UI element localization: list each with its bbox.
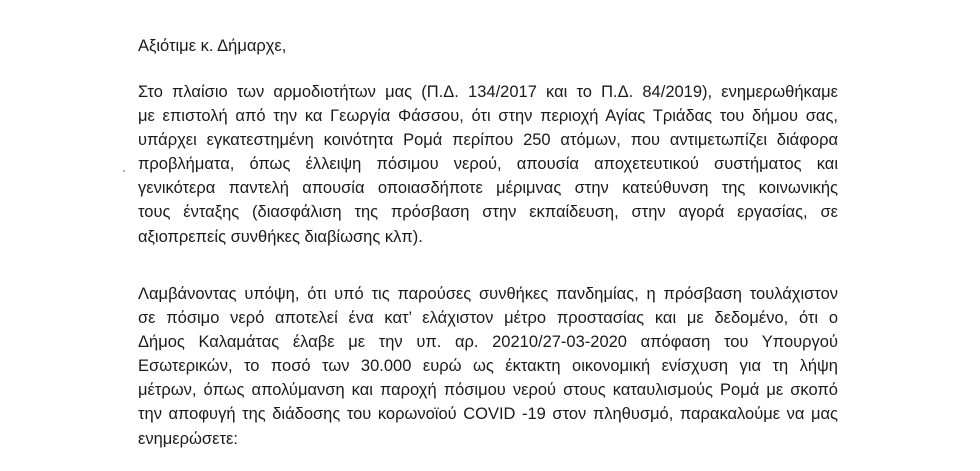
- scan-speck: [123, 170, 125, 172]
- paragraph-line: αξιοπρεπείς συνθήκες διαβίωσης κλπ).: [138, 227, 423, 246]
- paragraph-1: [138, 80, 838, 249]
- paragraph-line: την αποφυγή της διάδοσης του κορωνοϊού COVID -19 στον πληθυσμό, παρακαλούμε να μας: [138, 405, 838, 424]
- paragraph-line: υπάρχει εγκατεστημένη κοινότητα Ρομά περίπου 250 ατόμων, που αντιμετωπίζει διάφορα: [138, 131, 838, 150]
- paragraph-line: σε πόσιμο νερό αποτελεί ένα κατ’ ελάχιστον μέτρο προστασίας και με δεδομένο, ότι ο: [138, 309, 838, 328]
- paragraph-line: Δήμος Καλαμάτας έλαβε με την υπ. αρ. 20210/27-03-2020 απόφαση του Υπουργού: [138, 333, 838, 352]
- paragraph-line: τους ένταξης (διασφάλιση της πρόσβαση στην εκπαίδευση, στην αγορά εργασίας, σε: [138, 203, 838, 222]
- paragraph-line: με επιστολή από την κα Γεωργία Φάσσου, ότι στην περιοχή Αγίας Τριάδας του δήμου σας,: [138, 107, 838, 126]
- salutation: Αξιότιμε κ. Δήμαρχε,: [138, 37, 287, 55]
- paragraph-line: Λαμβάνοντας υπόψη, ότι υπό τις παρούσες συνθήκες πανδημίας, η πρόσβαση τουλάχιστον: [138, 285, 838, 303]
- paragraph-line: ενημερώσετε:: [138, 429, 238, 448]
- paragraph-line: μέτρων, όπως απολύμανση και παροχή πόσιμου νερού στους καταυλισμούς Ρομά με σκοπό: [138, 381, 838, 400]
- paragraph-line: προβλήματα, όπως έλλειψη πόσιμου νερού, απουσία αποχετευτικού συστήματος και: [138, 155, 838, 174]
- paragraph-line: Εσωτερικών, το ποσό των 30.000 ευρώ ως έκτακτη οικονομική ενίσχυση για τη λήψη: [138, 357, 838, 376]
- paragraph-line: Στο πλαίσιο των αρμοδιοτήτων μας (Π.Δ. 134/2017 και το Π.Δ. 84/2019), ενημερωθήκαμε: [138, 83, 838, 101]
- paragraph-2: [138, 282, 838, 451]
- paragraph-line: γενικότερα παντελή απουσία οποιασδήποτε μέριμνας στην κατεύθυνση της κοινωνικής: [138, 179, 838, 198]
